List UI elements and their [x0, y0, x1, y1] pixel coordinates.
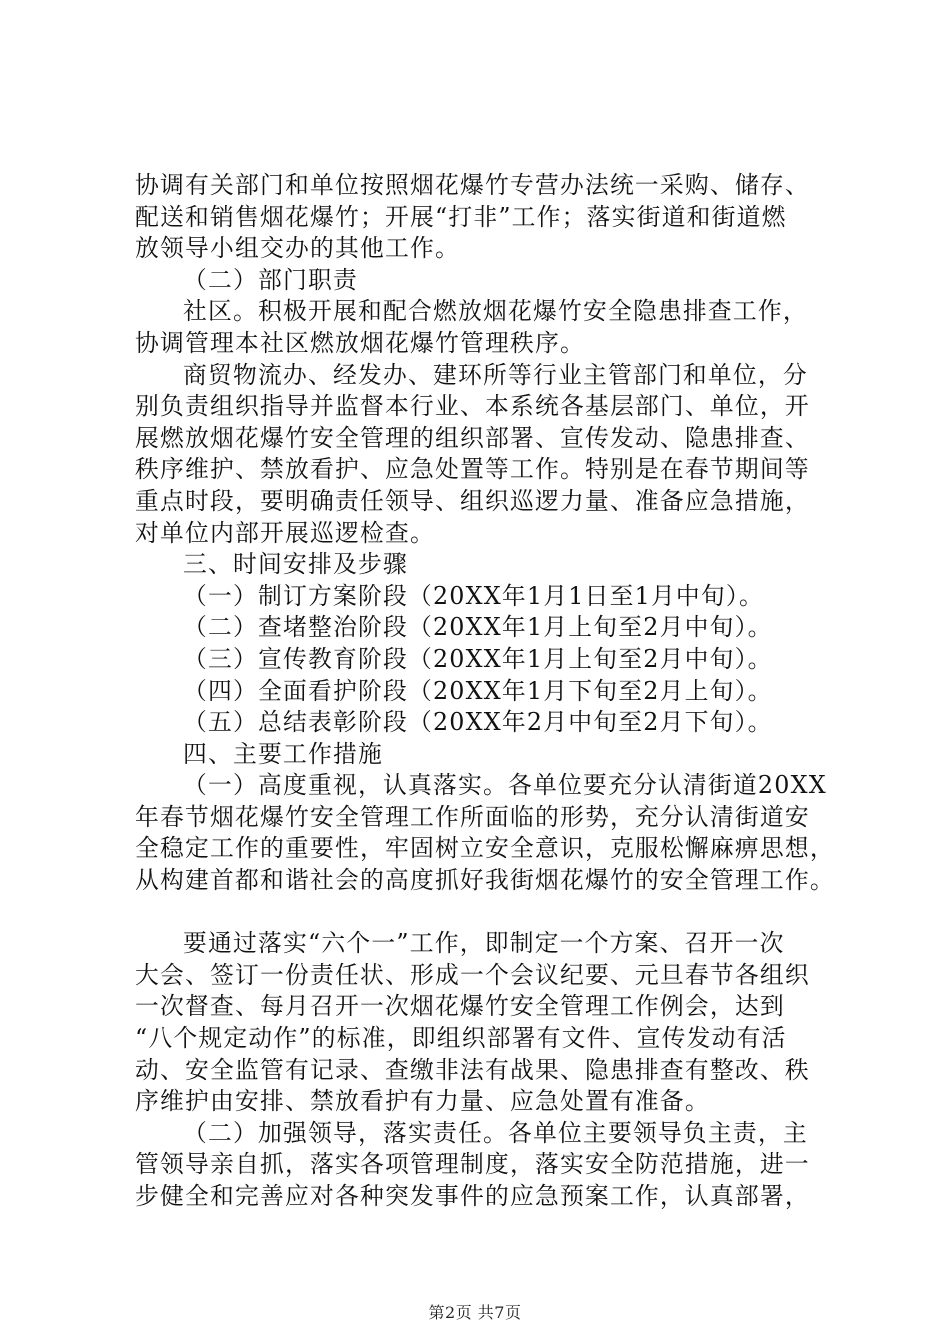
text-line: 大会、签订一份责任状、形成一个会议纪要、元旦春节各组织 [135, 960, 810, 989]
text-line: “八个规定动作”的标准，即组织部署有文件、宣传发动有活 [135, 1024, 787, 1053]
page-footer: 第2页 共7页 [428, 1303, 522, 1322]
text-line: 四、主要工作措施 [183, 739, 383, 768]
text-line: 管领导亲自抓，落实各项管理制度，落实安全防范措施，进一 [135, 1150, 810, 1179]
text-line: 协调管理本社区燃放烟花爆竹管理秩序。 [135, 328, 585, 357]
text-line: （三）宣传教育阶段（20XX年1月上旬至2月中旬）。 [183, 644, 773, 673]
document-body [135, 170, 850, 1213]
text-line: 配送和销售烟花爆竹；开展“打非”工作；落实街道和街道燃 [135, 202, 787, 231]
text-line: 动、安全监管有记录、查缴非法有战果、隐患排查有整改、秩 [135, 1055, 810, 1084]
text-line: 序维护由安排、禁放看护有力量、应急处置有准备。 [135, 1087, 710, 1116]
text-line: 协调有关部门和单位按照烟花爆竹专营办法统一采购、储存、 [135, 171, 810, 199]
text-line: 社区。积极开展和配合燃放烟花爆竹安全隐患排查工作， [183, 297, 808, 326]
text-line: 秩序维护、禁放看护、应急处置等工作。特别是在春节期间等 [135, 455, 810, 484]
text-line: （五）总结表彰阶段（20XX年2月中旬至2月下旬）。 [183, 708, 773, 737]
text-line: （四）全面看护阶段（20XX年1月下旬至2月上旬）。 [183, 676, 773, 705]
text-line: 放领导小组交办的其他工作。 [135, 234, 460, 263]
text-line: 商贸物流办、经发办、建环所等行业主管部门和单位，分 [183, 360, 808, 389]
text-line: （二）部门职责 [183, 265, 358, 294]
text-line: 对单位内部开展巡逻检查。 [135, 518, 435, 547]
text-line: （一）高度重视，认真落实。各单位要充分认清街道20XX [183, 771, 827, 800]
text-line: 全稳定工作的重要性，牢固树立安全意识，克服松懈麻痹思想， [135, 834, 835, 863]
text-line: 年春节烟花爆竹安全管理工作所面临的形势，充分认清街道安 [135, 802, 810, 831]
text-line: 要通过落实“六个一”工作，即制定一个方案、召开一次 [183, 929, 785, 958]
text-line: 一次督查、每月召开一次烟花爆竹安全管理工作例会，达到 [135, 992, 785, 1021]
text-line: 展燃放烟花爆竹安全管理的组织部署、宣传发动、隐患排查、 [135, 423, 810, 452]
text-line: （二）加强领导，落实责任。各单位主要领导负主责，主 [183, 1118, 808, 1147]
text-line: 步健全和完善应对各种突发事件的应急预案工作，认真部署， [135, 1182, 810, 1210]
blank-line [135, 897, 850, 929]
text-line: （二）查堵整治阶段（20XX年1月上旬至2月中旬）。 [183, 613, 773, 642]
text-line: 重点时段，要明确责任领导、组织巡逻力量、准备应急措施， [135, 486, 810, 515]
text-line: 从构建首都和谐社会的高度抓好我街烟花爆竹的安全管理工作。 [135, 866, 835, 895]
text-line: （一）制订方案阶段（20XX年1月1日至1月中旬）。 [183, 581, 765, 610]
text-line: 三、时间安排及步骤 [183, 550, 408, 579]
text-line: 别负责组织指导并监督本行业、本系统各基层部门、单位，开 [135, 392, 810, 421]
